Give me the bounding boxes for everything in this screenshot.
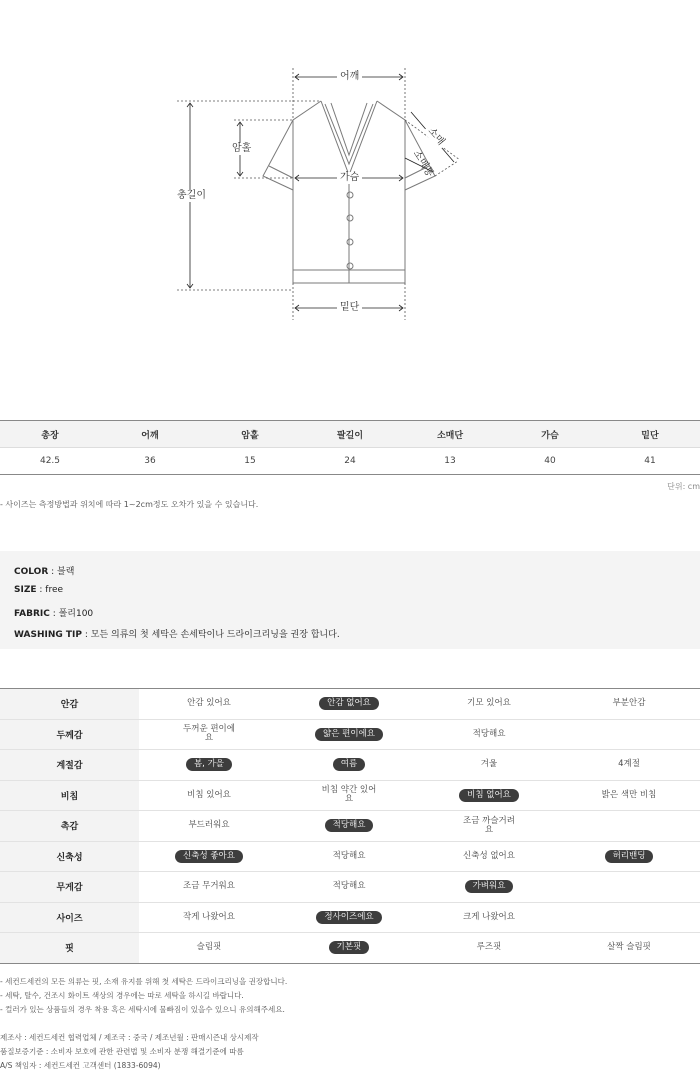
- washing-label: WASHING TIP: [14, 630, 82, 640]
- size-value: : free: [36, 585, 64, 595]
- property-cell: [139, 750, 279, 780]
- size-value-cell: 15: [244, 456, 256, 466]
- size-value-cell: 41: [644, 456, 656, 466]
- quality-standard-info: 품질보증기준 : 소비자 보호에 관한 관련법 및 소비자 분쟁 해결기준에 따름: [0, 1047, 244, 1056]
- property-cell: [139, 811, 279, 841]
- property-cell: [559, 750, 699, 780]
- property-row: [0, 871, 700, 902]
- size-table-header: [0, 421, 700, 447]
- property-option: 조금 무거워요: [183, 881, 235, 892]
- washing-info: [14, 627, 340, 640]
- size-value-cell: 24: [344, 456, 356, 466]
- armhole-label: 암홀: [229, 143, 254, 155]
- property-option: 슬림핏: [196, 942, 222, 953]
- property-cell: [419, 720, 559, 750]
- cardigan-outline: [0, 0, 700, 330]
- property-option-selected: 가벼워요: [465, 880, 514, 893]
- property-cell: [139, 903, 279, 933]
- size-header-cell: 총장: [41, 430, 59, 441]
- property-cell: [279, 750, 419, 780]
- property-label: 두께감: [0, 720, 139, 750]
- property-option-selected: 봄, 가을: [186, 758, 232, 771]
- size-header-cell: 가슴: [541, 430, 559, 441]
- property-cell: [279, 689, 419, 719]
- washing-value: : 모든 의류의 첫 세탁은 손세탁이나 드라이크리닝을 권장 합니다.: [82, 630, 340, 640]
- color-value: : 블랙: [48, 567, 75, 577]
- shoulder-label: 어깨: [337, 71, 362, 83]
- property-option-selected: 적당해요: [325, 819, 374, 832]
- property-option: 부드러워요: [188, 820, 230, 831]
- property-row: [0, 902, 700, 933]
- property-row: [0, 841, 700, 872]
- property-label: 촉감: [0, 811, 139, 841]
- size-value-cell: 36: [144, 456, 156, 466]
- property-option: 두꺼운 편이에요: [183, 724, 235, 744]
- property-cell: [559, 903, 699, 933]
- property-option: 적당해요: [472, 728, 506, 739]
- property-option: 안감 있어요: [187, 698, 231, 709]
- property-label: 비침: [0, 781, 139, 811]
- property-option: 적당해요: [332, 881, 366, 892]
- product-property-table: [0, 688, 700, 964]
- property-cell: [419, 842, 559, 872]
- manufacturer-info: 제조사 : 세컨드세컨 협력업체 / 제조국 : 중국 / 제조년월 : 판매시즌내 상시제작: [0, 1033, 259, 1042]
- property-cell: [279, 720, 419, 750]
- property-option-selected: 안감 없어요: [319, 697, 379, 710]
- hem-label: 밑단: [337, 302, 362, 314]
- property-cell: [279, 781, 419, 811]
- fabric-label: FABRIC: [14, 609, 50, 619]
- property-option: 조금 까슬거려요: [463, 815, 515, 835]
- property-cell: [279, 811, 419, 841]
- care-note: - 세탁, 탈수, 건조시 화이트 색상의 경우에는 따로 세탁을 하시길 바랍니다.: [0, 991, 244, 1000]
- property-option: 비침 약간 있어요: [321, 785, 377, 805]
- color-info: [14, 564, 74, 577]
- property-cell: [419, 689, 559, 719]
- property-label: 사이즈: [0, 903, 139, 933]
- property-option: 루즈핏: [476, 942, 502, 953]
- property-cell: [139, 781, 279, 811]
- property-option: 기모 있어요: [467, 698, 511, 709]
- property-option-selected: 신축성 좋아요: [175, 850, 243, 863]
- property-option: 살짝 슬림핏: [607, 942, 651, 953]
- property-cell: [559, 811, 699, 841]
- property-option: 4계절: [618, 759, 640, 770]
- property-label: 무게감: [0, 872, 139, 902]
- fabric-info: [14, 606, 93, 619]
- property-row: [0, 932, 700, 963]
- property-cell: [279, 933, 419, 963]
- size-header-cell: 밑단: [641, 430, 659, 441]
- size-tolerance-note: - 사이즈는 측정방법과 위치에 따라 1~2cm정도 오차가 있을 수 있습니다.: [0, 500, 259, 509]
- property-option-selected: 정사이즈에요: [316, 911, 381, 924]
- as-contact-info: A/S 책임자 : 세컨드세컨 고객센터 (1833-6094): [0, 1061, 161, 1070]
- size-info: [14, 585, 63, 595]
- care-note: - 세컨드세컨의 모든 의류는 핏, 소재 유지를 위해 첫 세탁은 드라이크리닝을 권장합니다.: [0, 977, 288, 986]
- size-value-cell: 40: [544, 456, 556, 466]
- property-label: 핏: [0, 933, 139, 963]
- property-cell: [559, 872, 699, 902]
- size-header-cell: 소매단: [436, 430, 464, 441]
- property-row: [0, 749, 700, 780]
- property-option: 겨울: [480, 759, 498, 770]
- property-option-selected: 비침 없어요: [459, 789, 519, 802]
- size-value-cell: 42.5: [39, 456, 61, 466]
- property-option: 작게 나왔어요: [183, 911, 235, 922]
- sleeve-width-label: 소매통: [410, 148, 436, 179]
- property-cell: [419, 933, 559, 963]
- property-row: [0, 719, 700, 750]
- property-cell: [139, 720, 279, 750]
- property-cell: [279, 872, 419, 902]
- size-table-values: [0, 447, 700, 474]
- property-cell: [279, 842, 419, 872]
- property-cell: [559, 720, 699, 750]
- care-note: - 컬러가 있는 상품들의 경우 착용 혹은 세탁시에 물빠짐이 있을수 있으니 유의해주세요.: [0, 1005, 285, 1014]
- total-length-label: 총길이: [174, 190, 209, 202]
- sleeve-label: 소매: [423, 123, 448, 150]
- property-cell: [279, 903, 419, 933]
- size-label: SIZE: [14, 585, 37, 595]
- property-cell: [559, 842, 699, 872]
- size-table: [0, 420, 700, 475]
- property-row: [0, 810, 700, 841]
- property-cell: [559, 689, 699, 719]
- property-row: [0, 780, 700, 811]
- property-cell: [559, 933, 699, 963]
- garment-measurement-diagram: [0, 0, 700, 330]
- property-option-selected: 얇은 편이에요: [315, 728, 383, 741]
- property-cell: [559, 781, 699, 811]
- property-option-selected: 기본핏: [329, 941, 370, 954]
- product-info-box: [0, 551, 700, 649]
- property-label: 계절감: [0, 750, 139, 780]
- size-header-cell: 팔길이: [336, 430, 364, 441]
- property-cell: [139, 872, 279, 902]
- unit-note: 단위: cm: [667, 482, 700, 491]
- property-label: 신축성: [0, 842, 139, 872]
- fabric-value: : 폴리100: [49, 609, 94, 619]
- property-option: 비침 있어요: [187, 789, 231, 800]
- property-cell: [139, 842, 279, 872]
- property-option: 적당해요: [332, 850, 366, 861]
- property-row: [0, 689, 700, 719]
- property-option-selected: 허리밴딩: [605, 850, 654, 863]
- property-cell: [419, 903, 559, 933]
- property-cell: [419, 781, 559, 811]
- color-label: COLOR: [14, 567, 49, 577]
- property-option-selected: 여름: [333, 758, 365, 771]
- chest-label: 가슴: [337, 172, 362, 184]
- property-cell: [419, 750, 559, 780]
- size-header-cell: 암홀: [241, 430, 259, 441]
- property-option: 부분안감: [612, 698, 646, 709]
- size-header-cell: 어깨: [141, 430, 159, 441]
- property-cell: [419, 811, 559, 841]
- size-value-cell: 13: [444, 456, 456, 466]
- property-option: 밝은 색만 비침: [601, 789, 657, 800]
- property-cell: [139, 933, 279, 963]
- property-cell: [139, 689, 279, 719]
- property-option: 크게 나왔어요: [463, 911, 515, 922]
- property-cell: [419, 872, 559, 902]
- property-option: 신축성 없어요: [463, 850, 515, 861]
- property-label: 안감: [0, 689, 139, 719]
